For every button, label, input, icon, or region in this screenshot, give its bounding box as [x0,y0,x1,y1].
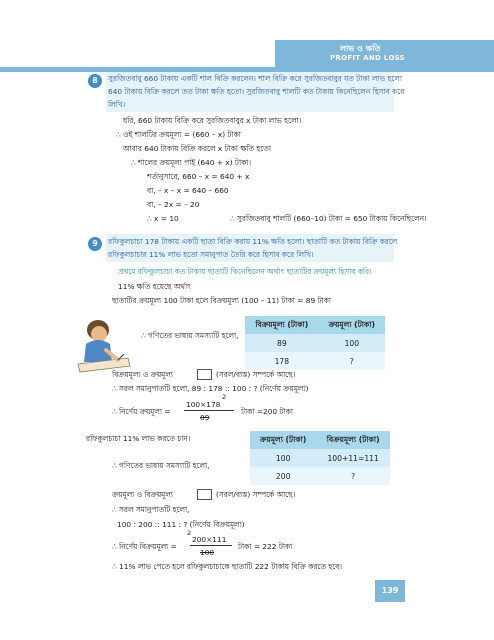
q9-step-13: ∴ 11% লাভ পেতে হলে রফিকুলচাচাকে ছাতাটি 222 টাকায় বিক্রি করতে হবে। [112,562,342,571]
chapter-title-en: PROFIT AND LOSS [330,54,406,62]
q9-step-6b: টাকা =200 টাকা [241,407,293,416]
q8-sol-9: ∴ সুরজিতবাবু শালটি (660–10) টাকা = 650 টাকায় কিনেছিলেন। [230,214,427,223]
table2-cell: 100 [250,449,316,467]
fraction1-bar [184,410,234,411]
q9-step-3: ∴ গণিতের ভাষায় সমস্যাটি হলো, [141,331,239,340]
table1-cell: 178 [245,352,319,370]
table-cost-sell [250,431,390,485]
q8-sol-1: ধরি, 660 টাকায় বিক্রি করে সুরজিতবাবুর x টাকা লাভ হলো। [123,116,302,125]
q9-step-2: ছাতাটির ক্রয়মূল্য 100 টাকা হলে বিক্রয়মূল্য (100 – 11) টাকা = 89 টাকা [112,296,331,305]
q9-step-8: ∴ গণিতের ভাষায় সমস্যাটি হলো, [112,461,210,470]
q9-line-2: রফিকুলচাচার 11% লাভ হতো সমানুপাত তৈরি করে হিসাব করে লিখি। [108,250,314,259]
q9-step-12b: টাকা = 222 টাকা [238,542,293,551]
question-number-8: 8 [88,74,102,88]
table1-cell: ? [319,352,385,370]
q8-sol-5: শর্তানুসারে, 660 – x = 640 + x [147,172,250,181]
q9-step-4a: বিক্রয়মূল্য ও ক্রয়মূল্য [112,370,173,379]
table2-header-sell: বিক্রয়মূল্য (টাকা) [316,431,390,449]
q9-intro: প্রথমে রফিকুলচাচা কত টাকায় ছাতাটি কিনেছিলেন অর্থাৎ ছাতাটির ক্রয়মূল্য হিসাব করি। [118,267,372,276]
fraction1-cancel-value: 2 [222,393,227,401]
blank-box-2[interactable] [197,489,212,500]
q8-sol-3: আবার 640 টাকায় বিক্রি করলে x টাকা ক্ষতি হতো [123,144,271,153]
q9-step-7: রফিকুলচাচা 11% লাভ করতে চান। [86,434,191,443]
fraction2-cancel-value: 2 [187,529,192,537]
fraction2-denominator: 100 [200,548,215,557]
q8-line-3: লিখি। [108,100,126,109]
q9-step-4b: (সরল/ব্যস্ত) সম্পর্কে আছে। [216,370,296,379]
table1-header-cost: ক্রয়মূল্য (টাকা) [319,316,385,334]
q9-step-1: 11% ক্ষতি হয়েছে অর্থাৎ [118,282,192,291]
fraction2-bar [190,545,232,546]
fraction1-numerator: 100×178 [186,400,221,409]
question-number-9: 9 [88,237,102,251]
q9-step-12a: ∴ নির্ণেয় বিক্রয়মূল্য = [112,542,177,551]
table1-header-sell: বিক্রয়মূল্য (টাকা) [245,316,319,334]
fraction1-denominator: 89 [200,413,210,422]
page-number: 139 [375,580,405,602]
q8-sol-8: ∴ x = 10 [147,214,179,223]
q8-sol-4: ∴ শালের ক্রয়মূল্য পাই (640 + x) টাকা। [131,158,252,167]
fraction2-numerator: 200×111 [192,535,227,544]
q9-step-6a: ∴ নির্ণেয় ক্রয়মূল্য = [112,407,171,416]
table1-cell: 100 [319,334,385,352]
q9-step-9a: ক্রয়মূল্য ও বিক্রয়মূল্য [112,490,173,499]
blank-box-1[interactable] [197,369,212,380]
table2-cell: 100+11=111 [316,449,390,467]
q9-step-9b: (সরল/ব্যস্ত) সম্পর্কে আছে। [216,490,296,499]
q9-step-11: 100 : 200 :: 111 : ? (নির্ণেয় বিক্রয়মূল্য) [117,520,245,529]
child-studying-illustration [72,314,134,376]
table2-header-cost: ক্রয়মূল্য (টাকা) [250,431,316,449]
table-sell-cost [245,316,385,370]
q9-line-1: রফিকুলচাচা 178 টাকায় একটি ছাতা বিক্রি করায় 11% ক্ষতি হলো। ছাতাটি কত টাকায় বিক্রি করলে [108,237,398,246]
q9-step-10: ∴ সরল সমানুপাতটি হলো, [112,505,190,514]
q8-line-1: সুরজিতবাবু 660 টাকায় একটি শাল বিক্রি করলেন। শাল বিক্রি করে সুরজিতবাবুর যত টাকা লাভ হলো [108,74,403,83]
q8-sol-2: ∴ ওই শালটির ক্রয়মূল্য = (660 – x) টাকা [116,130,241,139]
table2-cell: ? [316,467,390,485]
table2-cell: 200 [250,467,316,485]
q8-line-2: 640 টাকায় বিক্রি করলে তত টাকা ক্ষতি হতো। সুরজিতবাবু শালটি কত টাকায় কিনেছিলেন হিসাব করে [108,87,405,96]
table1-cell: 89 [245,334,319,352]
chapter-title-bn: লাভ ও ক্ষতি [340,44,381,53]
q8-sol-6: বা, – x – x = 640 – 660 [147,186,229,195]
q9-step-5: ∴ সরল সমানুপাতটি হলো, 89 : 178 :: 100 : ? (নির্ণেয় ক্রয়মূল্য) [112,384,309,393]
q8-sol-7: বা, – 2x = – 20 [147,200,200,209]
